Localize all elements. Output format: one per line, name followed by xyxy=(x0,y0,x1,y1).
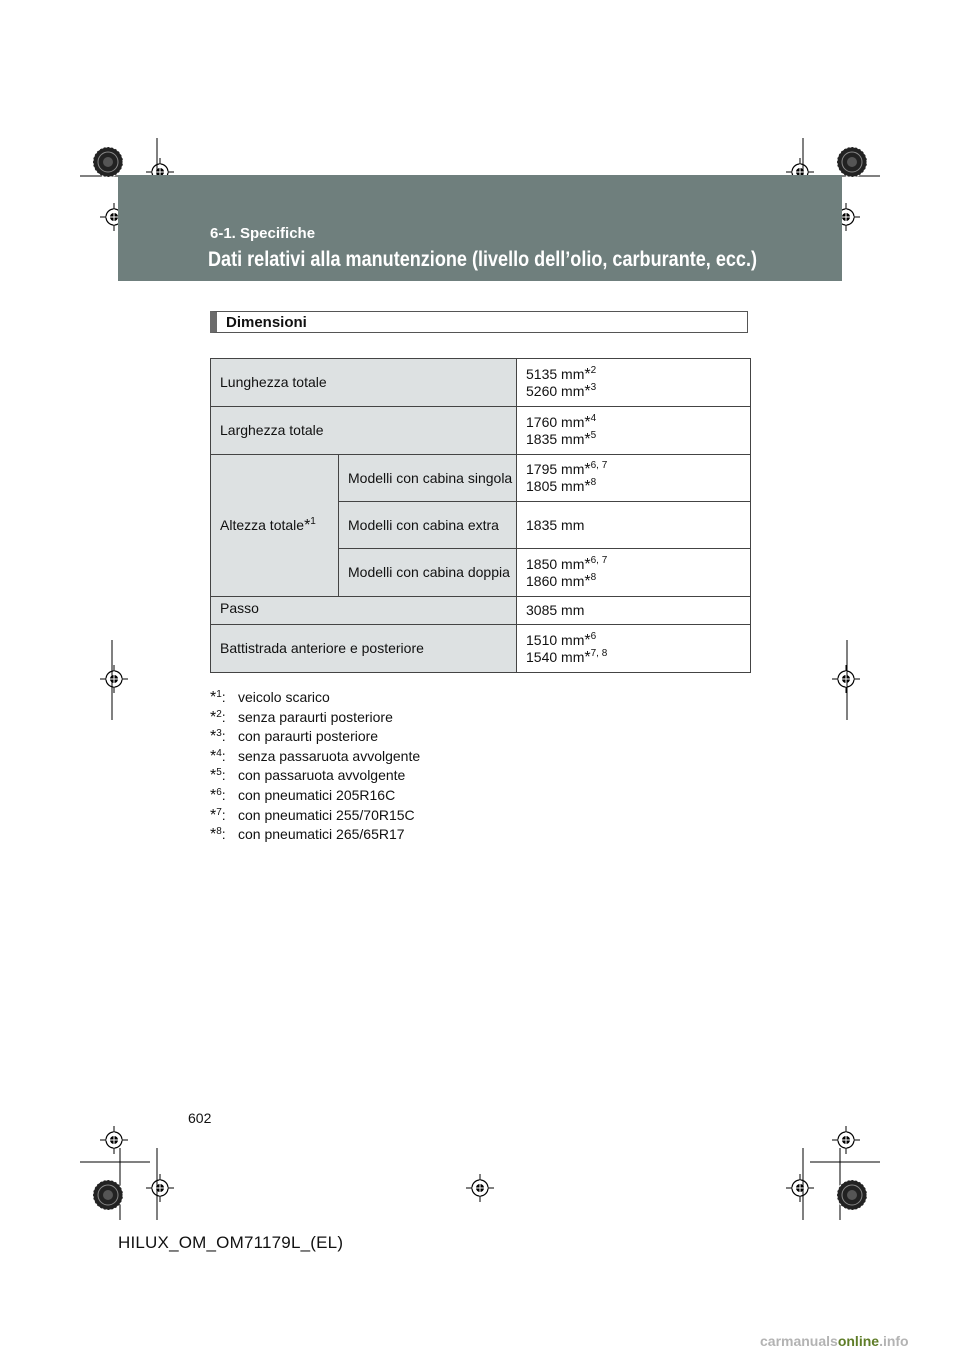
row-value: 1795 mm*$^{6, 7}$ 1805 mm*$^8$ xyxy=(517,455,751,502)
site-watermark: carmanualsonline.info xyxy=(760,1333,909,1349)
footnotes xyxy=(210,688,420,845)
row-label: Battistrada anteriore e posteriore xyxy=(211,625,517,673)
table-row xyxy=(211,359,751,407)
subsection-title: Dimensioni xyxy=(226,314,307,331)
row-label: Lunghezza totale xyxy=(211,359,517,407)
row-value: 1510 mm*$^6$ 1540 mm*$^{7, 8}$ xyxy=(517,625,751,673)
page-number: 602 xyxy=(188,1110,212,1126)
sub-row-label: Modelli con cabina doppia xyxy=(339,549,517,597)
page-title: Dati relativi alla manutenzione (livello dell’olio, carburante, ecc.) xyxy=(208,248,757,271)
row-value: 1760 mm*$^4$ 1835 mm*$^5$ xyxy=(517,407,751,455)
row-label: Larghezza totale xyxy=(211,407,517,455)
footnote: *$^3$: con paraurti posteriore xyxy=(210,728,379,746)
row-value: 1850 mm*$^{6, 7}$ 1860 mm*$^8$ xyxy=(517,549,751,597)
footnote: *$^7$: con pneumatici 255/70R15C xyxy=(210,806,415,824)
footnote: *$^6$: con pneumatici 205R16C xyxy=(210,786,396,804)
table-row xyxy=(211,455,751,502)
row-value: 3085 mm xyxy=(517,597,751,625)
footnote: *$^2$: senza paraurti posteriore xyxy=(210,708,393,726)
section-label: 6-1. Specifiche xyxy=(210,225,316,242)
subsection-bar xyxy=(210,311,748,333)
footnote: *$^1$: veicolo scarico xyxy=(210,689,330,706)
table-row xyxy=(211,625,751,673)
document-code: HILUX_OM_OM71179L_(EL) xyxy=(118,1233,344,1252)
sub-row-label: Modelli con cabina singola xyxy=(339,455,517,502)
footnote: *$^8$: con pneumatici 265/65R17 xyxy=(210,826,405,844)
book-print-stamp: HILUX_OM_OM71179L_(EL).book Page 602 Wednesday, May 16, 2012 11:37 AM xyxy=(178,166,566,176)
table-row xyxy=(211,597,751,625)
row-label: Passo xyxy=(211,597,517,625)
sub-row-label: Modelli con cabina extra xyxy=(339,502,517,549)
row-value: 5135 mm*$^2$ 5260 mm*$^3$ xyxy=(517,359,751,407)
dimensions-table xyxy=(210,358,751,673)
footnote: *$^4$: senza passaruota avvolgente xyxy=(210,747,421,765)
row-label: Altezza totale*$^1$ xyxy=(211,455,339,597)
row-value: 1835 mm xyxy=(517,502,751,549)
footnote: *$^5$: con passaruota avvolgente xyxy=(210,767,406,785)
table-row xyxy=(211,407,751,455)
